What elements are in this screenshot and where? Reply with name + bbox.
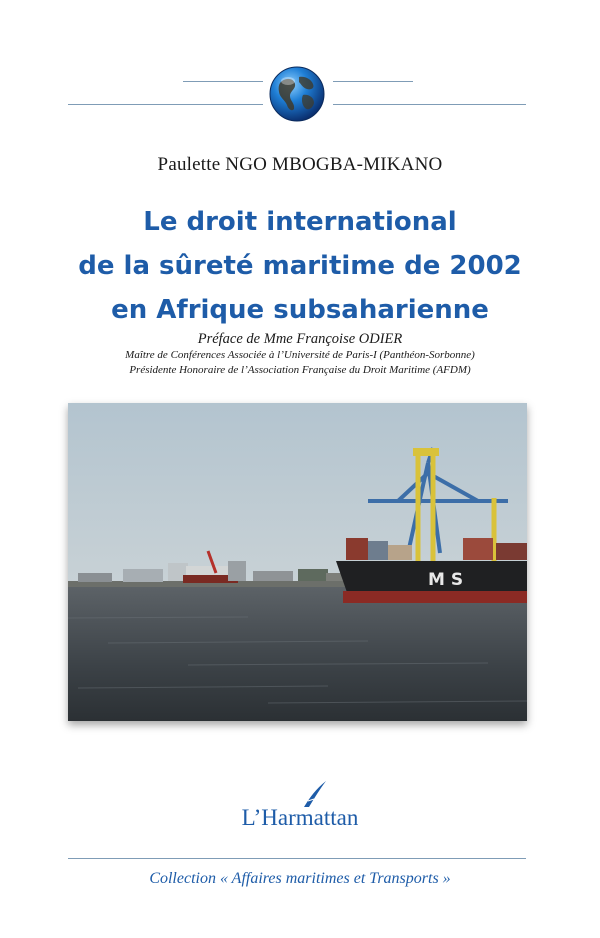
preface-credential-2: Présidente Honoraire de l’Association Française du Droit Maritime (AFDM) [129, 364, 471, 376]
author-name: Paulette NGO MBOGBA-MIKANO [157, 154, 443, 175]
top-rule-left-upper [183, 81, 263, 82]
quill-icon [300, 779, 328, 809]
publisher-name: L’Harmattan [241, 805, 359, 830]
publisher-wordmark [242, 805, 359, 831]
preface-credential-1: Maître de Conférences Associée à l’Université de Paris-I (Panthéon-Sorbonne) [125, 349, 475, 361]
bottom-rule [68, 858, 526, 859]
cover-photo-port [68, 403, 527, 721]
top-rule-right-lower [333, 104, 526, 105]
top-rule-left-lower [68, 104, 263, 105]
preface-author: Préface de Mme Françoise ODIER [197, 331, 403, 347]
publisher-logo [0, 805, 600, 831]
globe-icon [268, 65, 326, 123]
title-line-3: en Afrique subsaharienne [111, 295, 489, 325]
title-line-1: Le droit international [143, 207, 457, 237]
top-rule-right-upper [333, 81, 413, 82]
ship-hull-marking: M S [428, 570, 464, 590]
collection-name: Collection « Affaires maritimes et Transports » [149, 870, 451, 887]
preface-block [0, 330, 600, 378]
title-line-2: de la sûreté maritime de 2002 [78, 251, 522, 281]
book-title [0, 200, 600, 332]
